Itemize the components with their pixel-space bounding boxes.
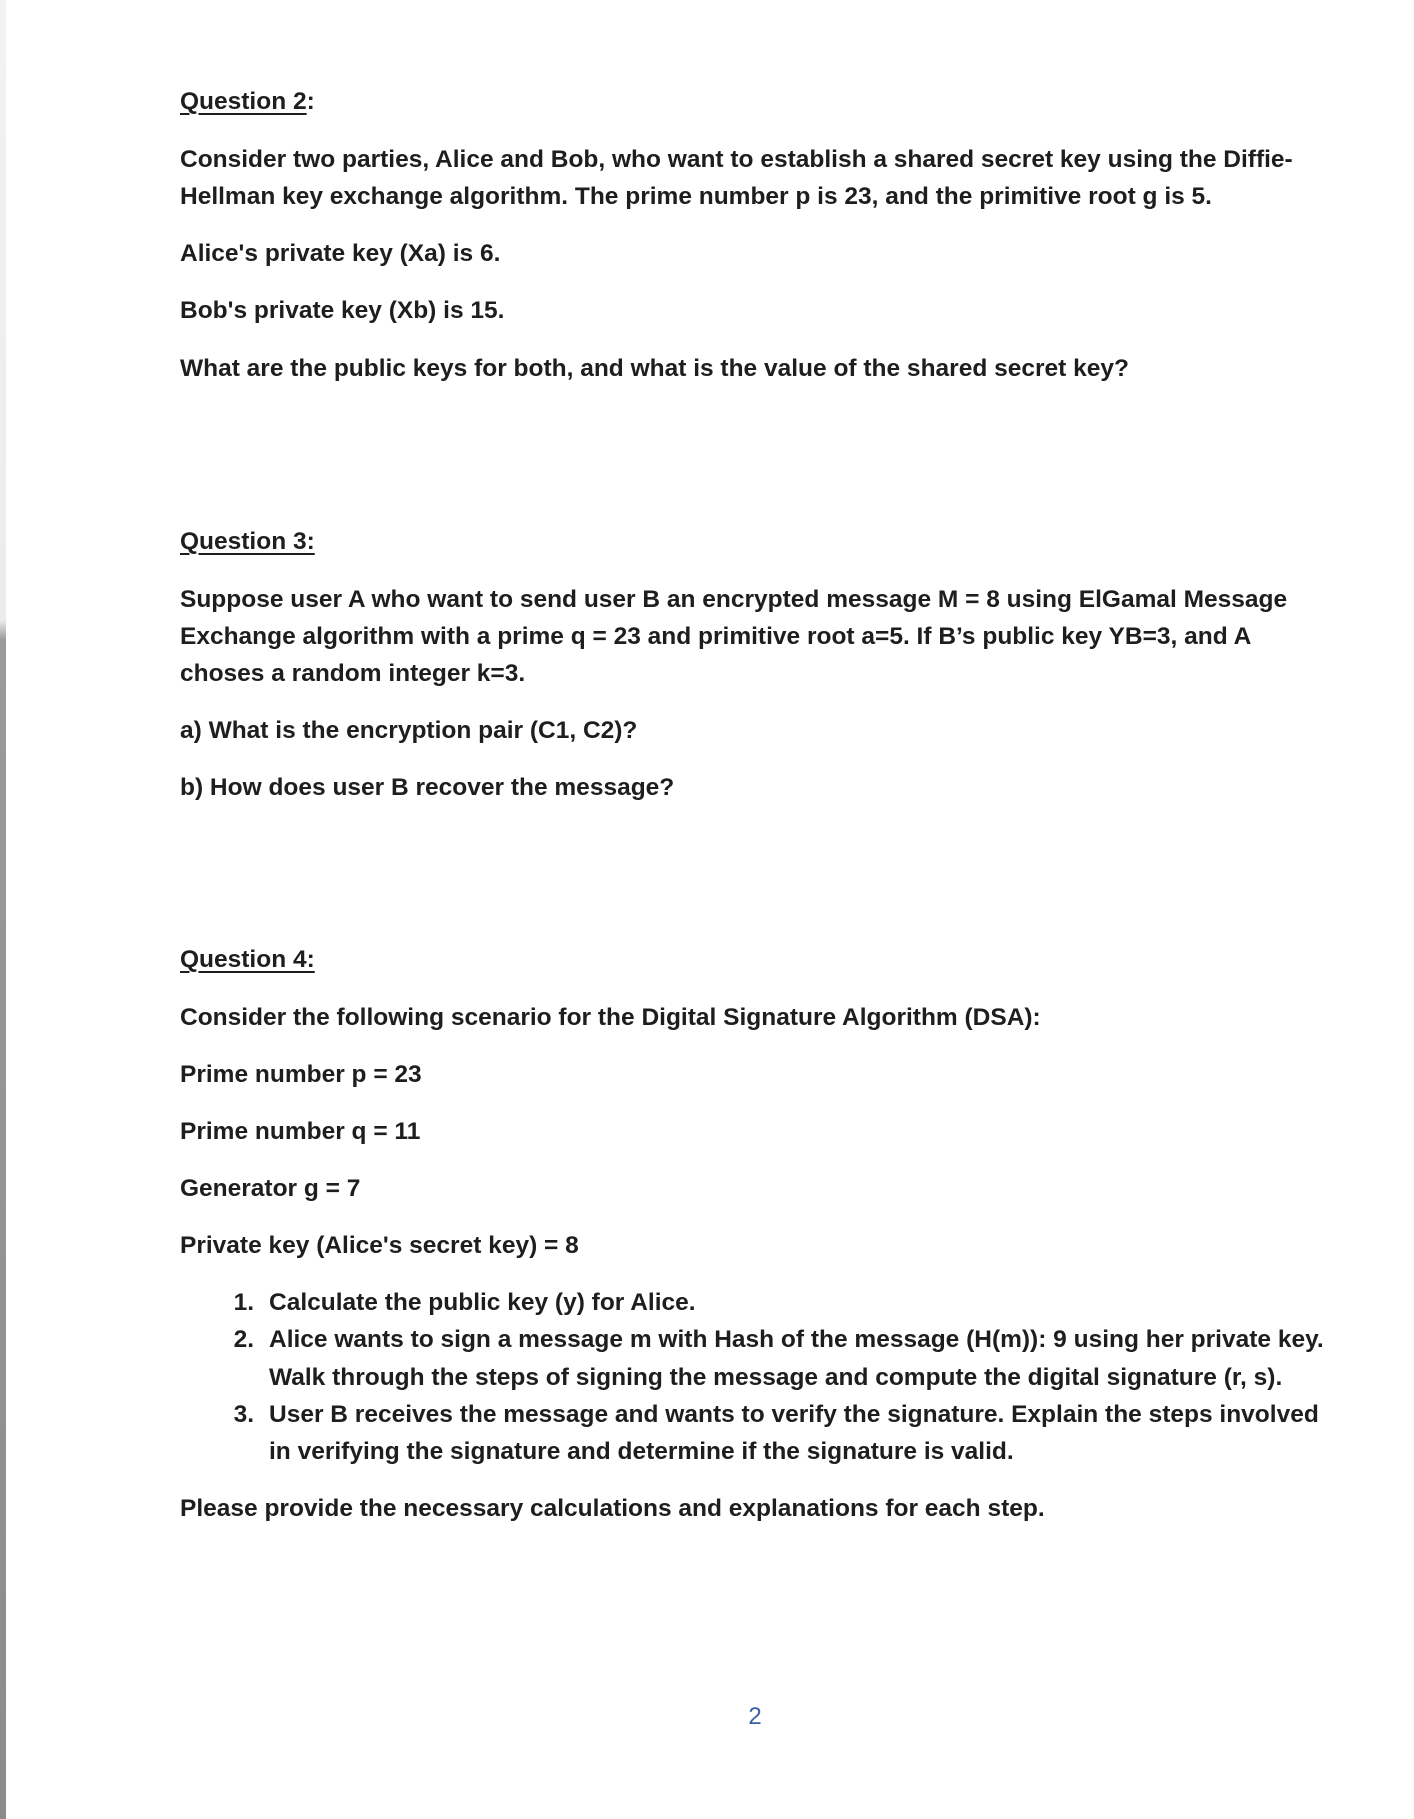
list-item-1-line-1: Calculate the public key (y) for Alice.	[269, 1289, 696, 1316]
question-2-line-1: Consider two parties, Alice and Bob, who want to establish a shared secret key using the Diffie-	[180, 146, 1293, 173]
question-4-intro: Consider the following scenario for the Digital Signature Algorithm (DSA):	[180, 1004, 1041, 1031]
question-3-heading	[180, 523, 1330, 560]
list-item-3-number: 3.	[233, 1401, 254, 1428]
document-page	[180, 0, 1330, 1819]
list-item-3-line-2: in verifying the signature and determine if the signature is valid.	[269, 1438, 1014, 1465]
list-item-2-line-2: Walk through the steps of signing the message and compute the digital signature (r, s).	[269, 1364, 1283, 1391]
question-2-alice-key: Alice's private key (Xa) is 6.	[180, 240, 501, 267]
question-4-prime-q: Prime number q = 11	[180, 1118, 421, 1145]
list-item-2-number: 2.	[233, 1326, 254, 1353]
list-item-1-number: 1.	[233, 1289, 254, 1316]
question-3-heading-text: Question 3:	[180, 528, 315, 555]
question-2-heading-text: Question 2	[180, 88, 307, 115]
question-4-heading	[180, 941, 1330, 978]
list-item-3-line-1: User B receives the message and wants to verify the signature. Explain the steps involved	[269, 1401, 1319, 1428]
question-4-private-key: Private key (Alice's secret key) = 8	[180, 1232, 579, 1259]
question-4-prime-p: Prime number p = 23	[180, 1061, 422, 1088]
question-2-bob-key: Bob's private key (Xb) is 15.	[180, 297, 505, 324]
page-left-edge	[0, 0, 6, 1819]
question-2-heading	[180, 83, 1330, 120]
question-2-heading-colon: :	[306, 88, 315, 115]
question-4-closing: Please provide the necessary calculations and explanations for each step.	[180, 1495, 1045, 1522]
question-3-line-2: Exchange algorithm with a prime q = 23 and primitive root a=5. If B’s public key YB=3, and A	[180, 623, 1252, 650]
question-3-part-b: b) How does user B recover the message?	[180, 774, 675, 801]
page-number: 2	[748, 1703, 762, 1730]
question-4-generator: Generator g = 7	[180, 1175, 361, 1202]
question-4-heading-text: Question 4:	[180, 946, 315, 973]
question-3-line-3: choses a random integer k=3.	[180, 660, 526, 687]
list-item-2-line-1: Alice wants to sign a message m with Hash of the message (H(m)): 9 using her private key.	[269, 1326, 1324, 1353]
question-3-line-1: Suppose user A who want to send user B an encrypted message M = 8 using ElGamal Message	[180, 586, 1288, 613]
question-2-question: What are the public keys for both, and what is the value of the shared secret key?	[180, 355, 1129, 382]
question-2-line-2: Hellman key exchange algorithm. The prime number p is 23, and the primitive root g is 5.	[180, 183, 1212, 210]
question-3-part-a: a) What is the encryption pair (C1, C2)?	[180, 717, 638, 744]
